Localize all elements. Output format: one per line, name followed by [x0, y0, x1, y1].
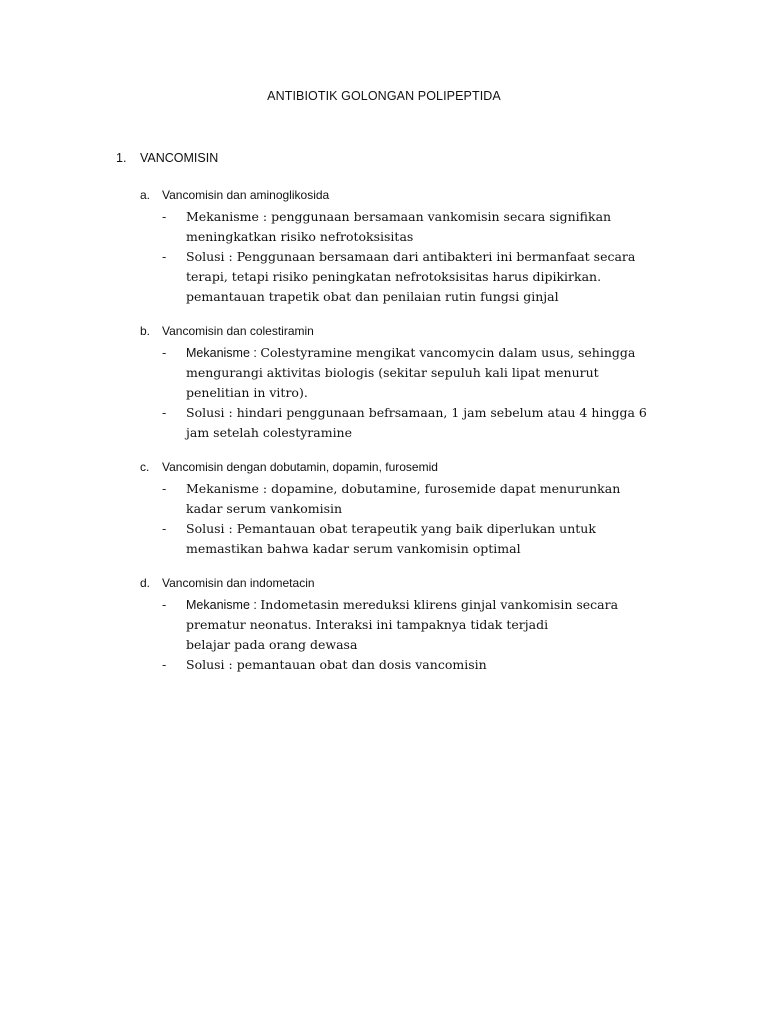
bullet-line: Solusi : hindari penggunaan befrsamaan, 1 jam sebelum atau 4 hingga 6 [186, 405, 647, 420]
section-title: VANCOMISIN [140, 151, 219, 165]
subsection-b [140, 323, 700, 443]
subsection-c [140, 459, 700, 559]
bullet-item [140, 403, 700, 443]
bullet-line: pemantauan trapetik obat dan penilaian rutin fungsi ginjal [186, 289, 559, 304]
bullet-line: prematur neonatus. Interaksi ini tampaknya tidak terjadi [186, 617, 549, 632]
bullet-item [140, 247, 700, 307]
bullet-item [140, 207, 700, 247]
subsection-heading [140, 323, 700, 343]
bullet-line: jam setelah colestyramine [186, 425, 353, 440]
subsection-a [140, 187, 700, 307]
bullet-dash: - [162, 249, 167, 264]
section-heading [116, 151, 218, 165]
bullet-dash: - [162, 345, 167, 360]
section-number: 1. [116, 151, 127, 165]
subsection-d [140, 575, 700, 675]
bullet-item [140, 479, 700, 519]
subsection-title: Vancomisin dengan dobutamin, dopamin, furosemid [162, 460, 438, 474]
bullet-line [186, 595, 700, 615]
subsection-title: Vancomisin dan colestiramin [162, 324, 314, 338]
bullet-line [186, 343, 700, 363]
subsection-letter: d. [140, 576, 151, 590]
subsection-heading [140, 187, 700, 207]
bullet-text: Indometasin mereduksi klirens ginjal vankomisin secara [260, 597, 619, 612]
bullet-dash: - [162, 521, 167, 536]
bullet-line: mengurangi aktivitas biologis (sekitar sepuluh kali lipat menurut [186, 365, 599, 380]
bullet-line: meningkatkan risiko nefrotoksisitas [186, 229, 414, 244]
bullet-label: Mekanisme : [186, 346, 261, 360]
bullet-dash: - [162, 657, 167, 672]
subsection-title: Vancomisin dan aminoglikosida [162, 188, 330, 202]
bullet-text: Colestyramine mengikat vancomycin dalam usus, sehingga [260, 345, 636, 360]
subsection-letter: b. [140, 324, 151, 338]
bullet-line: belajar pada orang dewasa [186, 637, 358, 652]
bullet-dash: - [162, 209, 167, 224]
subsection-heading [140, 575, 700, 595]
document-title: ANTIBIOTIK GOLONGAN POLIPEPTIDA [267, 89, 501, 103]
subsection-letter: c. [140, 460, 150, 474]
bullet-item [140, 343, 700, 403]
bullet-dash: - [162, 481, 167, 496]
bullet-item [140, 655, 700, 675]
subsection-letter: a. [140, 188, 151, 202]
bullet-line: terapi, tetapi risiko peningkatan nefrotoksisitas harus dipikirkan. [186, 269, 602, 284]
bullet-line: Solusi : pemantauan obat dan dosis vancomisin [186, 657, 487, 672]
bullet-line: Mekanisme : penggunaan bersamaan vankomisin secara signifikan [186, 209, 612, 224]
bullet-line: Solusi : Penggunaan bersamaan dari antibakteri ini bermanfaat secara [186, 249, 636, 264]
subsection-title: Vancomisin dan indometacin [162, 576, 315, 590]
bullet-dash: - [162, 405, 167, 420]
bullet-line: penelitian in vitro). [186, 385, 308, 400]
bullet-line: memastikan bahwa kadar serum vankomisin optimal [186, 541, 521, 556]
subsection-heading [140, 459, 700, 479]
bullet-line: Solusi : Pemantauan obat terapeutik yang baik diperlukan untuk [186, 521, 596, 536]
bullet-item [140, 595, 700, 655]
bullet-item [140, 519, 700, 559]
bullet-label: Mekanisme : [186, 598, 261, 612]
bullet-dash: - [162, 597, 167, 612]
bullet-line: Mekanisme : dopamine, dobutamine, furosemide dapat menurunkan [186, 481, 621, 496]
bullet-line: kadar serum vankomisin [186, 501, 343, 516]
